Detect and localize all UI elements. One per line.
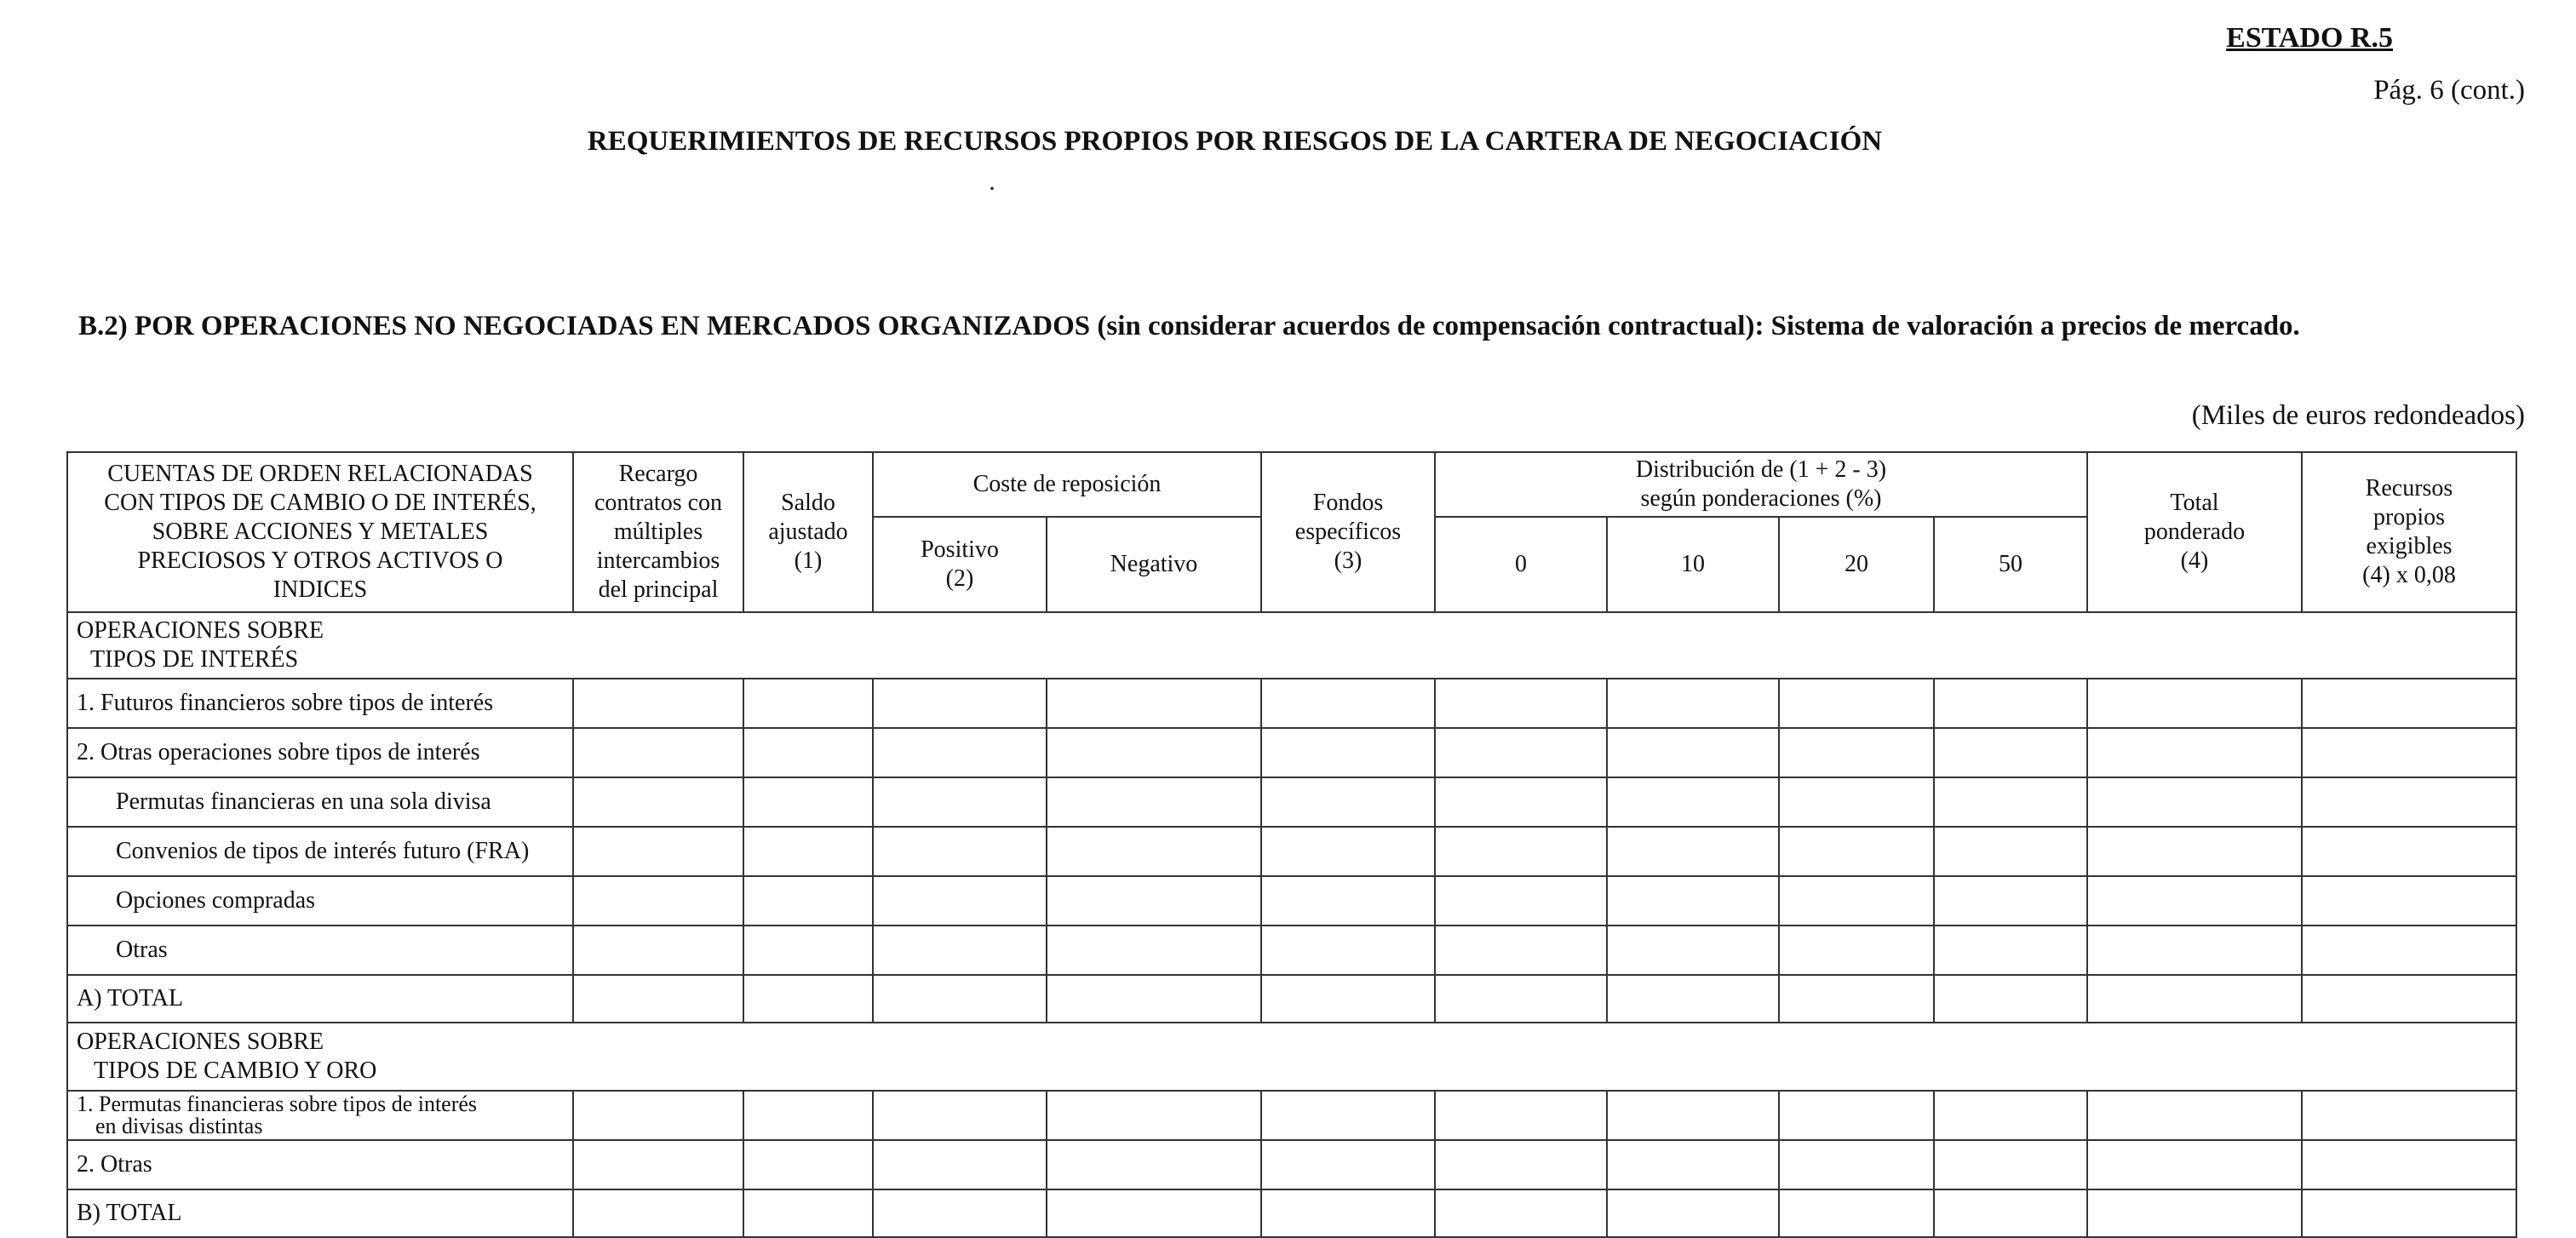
input-cell[interactable] <box>1261 1189 1435 1237</box>
input-cell[interactable] <box>1779 876 1934 926</box>
section-tipos-interes <box>67 612 2516 679</box>
input-cell[interactable] <box>1047 728 1261 777</box>
input-cell[interactable] <box>573 728 743 777</box>
input-cell[interactable] <box>1261 975 1435 1023</box>
input-cell[interactable] <box>743 728 873 777</box>
table-row <box>67 679 2516 728</box>
input-cell[interactable] <box>573 876 743 926</box>
input-cell[interactable] <box>1779 1189 1934 1237</box>
header-coste: Coste de reposición <box>873 452 1261 517</box>
input-cell[interactable] <box>1435 876 1607 926</box>
input-cell[interactable] <box>2302 777 2516 827</box>
input-cell[interactable] <box>1607 1140 1779 1189</box>
input-cell[interactable] <box>1047 1140 1261 1189</box>
header-recargo-line: múltiples <box>613 518 703 545</box>
input-cell[interactable] <box>1607 926 1779 975</box>
input-cell[interactable] <box>873 926 1047 975</box>
input-cell[interactable] <box>873 1091 1047 1140</box>
input-cell[interactable] <box>1261 1091 1435 1140</box>
requirements-table <box>66 451 2517 1238</box>
input-cell[interactable] <box>1435 728 1607 777</box>
input-cell[interactable] <box>2087 728 2302 777</box>
input-cell[interactable] <box>2087 1189 2302 1237</box>
input-cell[interactable] <box>1047 926 1261 975</box>
input-cell[interactable] <box>1435 827 1607 876</box>
header-total-line: Total <box>2170 489 2219 516</box>
header-saldo <box>743 452 873 612</box>
input-cell[interactable] <box>1607 728 1779 777</box>
input-cell[interactable] <box>2302 679 2516 728</box>
table-row <box>67 827 2516 876</box>
stray-dot: · <box>988 175 996 203</box>
input-cell[interactable] <box>1435 1091 1607 1140</box>
input-cell[interactable] <box>1779 1140 1934 1189</box>
input-cell[interactable] <box>2302 975 2516 1023</box>
input-cell[interactable] <box>1779 1091 1934 1140</box>
input-cell[interactable] <box>1934 777 2087 827</box>
header-recargo <box>573 452 743 612</box>
input-cell[interactable] <box>2087 1140 2302 1189</box>
input-cell[interactable] <box>1047 1091 1261 1140</box>
input-cell[interactable] <box>1779 777 1934 827</box>
header-distribucion <box>1435 452 2087 517</box>
input-cell[interactable] <box>1607 1091 1779 1140</box>
header-positivo-line: Positivo <box>921 536 999 563</box>
input-cell[interactable] <box>1047 827 1261 876</box>
header-total-line: (4) <box>2180 547 2209 575</box>
input-cell[interactable] <box>573 1140 743 1189</box>
section-line: TIPOS DE CAMBIO Y ORO <box>94 1057 377 1084</box>
input-cell[interactable] <box>1779 827 1934 876</box>
input-cell[interactable] <box>743 876 873 926</box>
input-cell[interactable] <box>573 975 743 1023</box>
input-cell[interactable] <box>1607 876 1779 926</box>
table-row <box>67 1189 2516 1237</box>
header-recargo-line: contratos con <box>594 489 723 516</box>
header-saldo-line: (1) <box>794 547 823 575</box>
header-cuentas-line: INDICES <box>273 576 368 604</box>
input-cell[interactable] <box>873 679 1047 728</box>
input-cell[interactable] <box>1435 926 1607 975</box>
input-cell[interactable] <box>1047 1189 1261 1237</box>
header-recursos-line: Recursos <box>2365 474 2453 502</box>
input-cell[interactable] <box>573 777 743 827</box>
input-cell[interactable] <box>1934 827 2087 876</box>
row-label: 1. Futuros financieros sobre tipos de interés <box>67 679 573 728</box>
row-label: 2. Otras <box>67 1140 573 1189</box>
header-pond-0: 0 <box>1435 517 1607 612</box>
input-cell[interactable] <box>2302 827 2516 876</box>
input-cell[interactable] <box>1435 975 1607 1023</box>
header-pond-10: 10 <box>1607 517 1779 612</box>
table-row <box>67 1091 2516 1140</box>
input-cell[interactable] <box>2302 728 2516 777</box>
input-cell[interactable] <box>573 926 743 975</box>
header-total-line: ponderado <box>2143 518 2246 545</box>
header-cuentas <box>67 452 573 612</box>
input-cell[interactable] <box>2302 876 2516 926</box>
input-cell[interactable] <box>1934 728 2087 777</box>
row-label: Convenios de tipos de interés futuro (FRA) <box>67 827 573 876</box>
header-pond-50: 50 <box>1934 517 2087 612</box>
header-cuentas-line: CUENTAS DE ORDEN RELACIONADAS <box>107 460 533 487</box>
input-cell[interactable] <box>1607 777 1779 827</box>
input-cell[interactable] <box>873 876 1047 926</box>
input-cell[interactable] <box>743 679 873 728</box>
input-cell[interactable] <box>873 728 1047 777</box>
row-label: Opciones compradas <box>67 876 573 926</box>
header-cuentas-line: PRECIOSOS Y OTROS ACTIVOS O <box>137 547 503 575</box>
input-cell[interactable] <box>1934 1189 2087 1237</box>
input-cell[interactable] <box>1934 926 2087 975</box>
header-saldo-line: Saldo <box>781 489 835 516</box>
input-cell[interactable] <box>1261 728 1435 777</box>
input-cell[interactable] <box>1047 876 1261 926</box>
input-cell[interactable] <box>2302 1140 2516 1189</box>
input-cell[interactable] <box>743 975 873 1023</box>
row-label: 2. Otras operaciones sobre tipos de interés <box>67 728 573 777</box>
input-cell[interactable] <box>2087 679 2302 728</box>
input-cell[interactable] <box>873 975 1047 1023</box>
input-cell[interactable] <box>1934 679 2087 728</box>
section-line: TIPOS DE INTERÉS <box>90 646 299 673</box>
table-row <box>67 926 2516 975</box>
input-cell[interactable] <box>1779 728 1934 777</box>
header-recursos <box>2302 452 2516 612</box>
input-cell[interactable] <box>873 1140 1047 1189</box>
table-row <box>67 876 2516 926</box>
units-note: (Miles de euros redondeados) <box>2191 400 2525 431</box>
input-cell[interactable] <box>1261 679 1435 728</box>
input-cell[interactable] <box>573 827 743 876</box>
input-cell[interactable] <box>1261 876 1435 926</box>
input-cell[interactable] <box>1779 975 1934 1023</box>
section-tipos-cambio <box>67 1023 2516 1091</box>
input-cell[interactable] <box>1934 975 2087 1023</box>
page-number: Pág. 6 (cont.) <box>2373 75 2525 106</box>
input-cell[interactable] <box>2087 1091 2302 1140</box>
input-cell[interactable] <box>1934 876 2087 926</box>
table-row <box>67 1140 2516 1189</box>
header-positivo-line: (2) <box>945 565 974 592</box>
input-cell[interactable] <box>743 827 873 876</box>
input-cell[interactable] <box>1607 975 1779 1023</box>
header-total <box>2087 452 2302 612</box>
input-cell[interactable] <box>573 679 743 728</box>
input-cell[interactable] <box>573 1189 743 1237</box>
section-line: OPERACIONES SOBRE <box>77 616 324 644</box>
header-saldo-line: ajustado <box>768 518 848 545</box>
input-cell[interactable] <box>1607 827 1779 876</box>
header-recursos-line: propios <box>2373 503 2445 530</box>
header-positivo <box>873 517 1047 612</box>
input-cell[interactable] <box>2302 1189 2516 1237</box>
row-label-line: 1. Permutas financieras sobre tipos de interés <box>77 1092 478 1116</box>
input-cell[interactable] <box>2302 926 2516 975</box>
input-cell[interactable] <box>743 1091 873 1140</box>
input-cell[interactable] <box>743 926 873 975</box>
row-label-total-a: A) TOTAL <box>67 975 573 1023</box>
section-heading: B.2) POR OPERACIONES NO NEGOCIADAS EN MERCADOS ORGANIZADOS (sin considerar acuerdos de compensación contractual): Sistema de valoración a precios de mercado. <box>78 311 2300 341</box>
header-recargo-line: intercambios <box>596 547 720 575</box>
header-cuentas-line: CON TIPOS DE CAMBIO O DE INTERÉS, <box>104 489 536 516</box>
input-cell[interactable] <box>873 1189 1047 1237</box>
section-line: OPERACIONES SOBRE <box>77 1028 324 1055</box>
table-row <box>67 777 2516 827</box>
input-cell[interactable] <box>2087 827 2302 876</box>
header-fondos-line: Fondos <box>1312 489 1384 516</box>
header-cuentas-line: SOBRE ACCIONES Y METALES <box>152 518 489 545</box>
input-cell[interactable] <box>1779 926 1934 975</box>
header-negativo: Negativo <box>1047 517 1261 612</box>
table-row <box>67 975 2516 1023</box>
estado-label: ESTADO R.5 <box>2226 22 2393 54</box>
input-cell[interactable] <box>1261 1140 1435 1189</box>
input-cell[interactable] <box>873 777 1047 827</box>
input-cell[interactable] <box>2087 876 2302 926</box>
header-fondos <box>1261 452 1435 612</box>
input-cell[interactable] <box>1435 777 1607 827</box>
input-cell[interactable] <box>1261 827 1435 876</box>
input-cell[interactable] <box>743 1140 873 1189</box>
input-cell[interactable] <box>743 777 873 827</box>
input-cell[interactable] <box>1047 679 1261 728</box>
page-title: REQUERIMIENTOS DE RECURSOS PROPIOS POR RIESGOS DE LA CARTERA DE NEGOCIACIÓN <box>587 126 1883 157</box>
row-label-line: en divisas distintas <box>95 1114 263 1138</box>
input-cell[interactable] <box>1261 926 1435 975</box>
header-fondos-line: específicos <box>1294 518 1402 545</box>
row-label <box>67 1091 573 1140</box>
input-cell[interactable] <box>1435 1189 1607 1237</box>
header-distribucion-line: según ponderaciones (%) <box>1640 485 1882 512</box>
input-cell[interactable] <box>573 1091 743 1140</box>
input-cell[interactable] <box>2087 975 2302 1023</box>
input-cell[interactable] <box>743 1189 873 1237</box>
input-cell[interactable] <box>1047 777 1261 827</box>
row-label: Permutas financieras en una sola divisa <box>67 777 573 827</box>
input-cell[interactable] <box>1607 679 1779 728</box>
header-fondos-line: (3) <box>1334 547 1363 575</box>
input-cell[interactable] <box>1435 1140 1607 1189</box>
header-pond-20: 20 <box>1779 517 1934 612</box>
input-cell[interactable] <box>1261 777 1435 827</box>
header-recursos-line: exigibles <box>2366 533 2453 559</box>
row-label: Otras <box>67 926 573 975</box>
input-cell[interactable] <box>1934 1091 2087 1140</box>
input-cell[interactable] <box>1435 679 1607 728</box>
input-cell[interactable] <box>1934 1140 2087 1189</box>
input-cell[interactable] <box>873 827 1047 876</box>
header-distribucion-line: Distribución de (1 + 2 - 3) <box>1635 456 1887 483</box>
input-cell[interactable] <box>1779 679 1934 728</box>
input-cell[interactable] <box>1047 975 1261 1023</box>
header-recursos-line: (4) x 0,08 <box>2362 562 2456 589</box>
header-recargo-line: del principal <box>598 576 719 604</box>
input-cell[interactable] <box>1607 1189 1779 1237</box>
row-label-total-b: B) TOTAL <box>67 1189 573 1237</box>
header-recargo-line: Recargo <box>618 460 698 487</box>
input-cell[interactable] <box>2087 777 2302 827</box>
table-row <box>67 728 2516 777</box>
input-cell[interactable] <box>2302 1091 2516 1140</box>
input-cell[interactable] <box>2087 926 2302 975</box>
